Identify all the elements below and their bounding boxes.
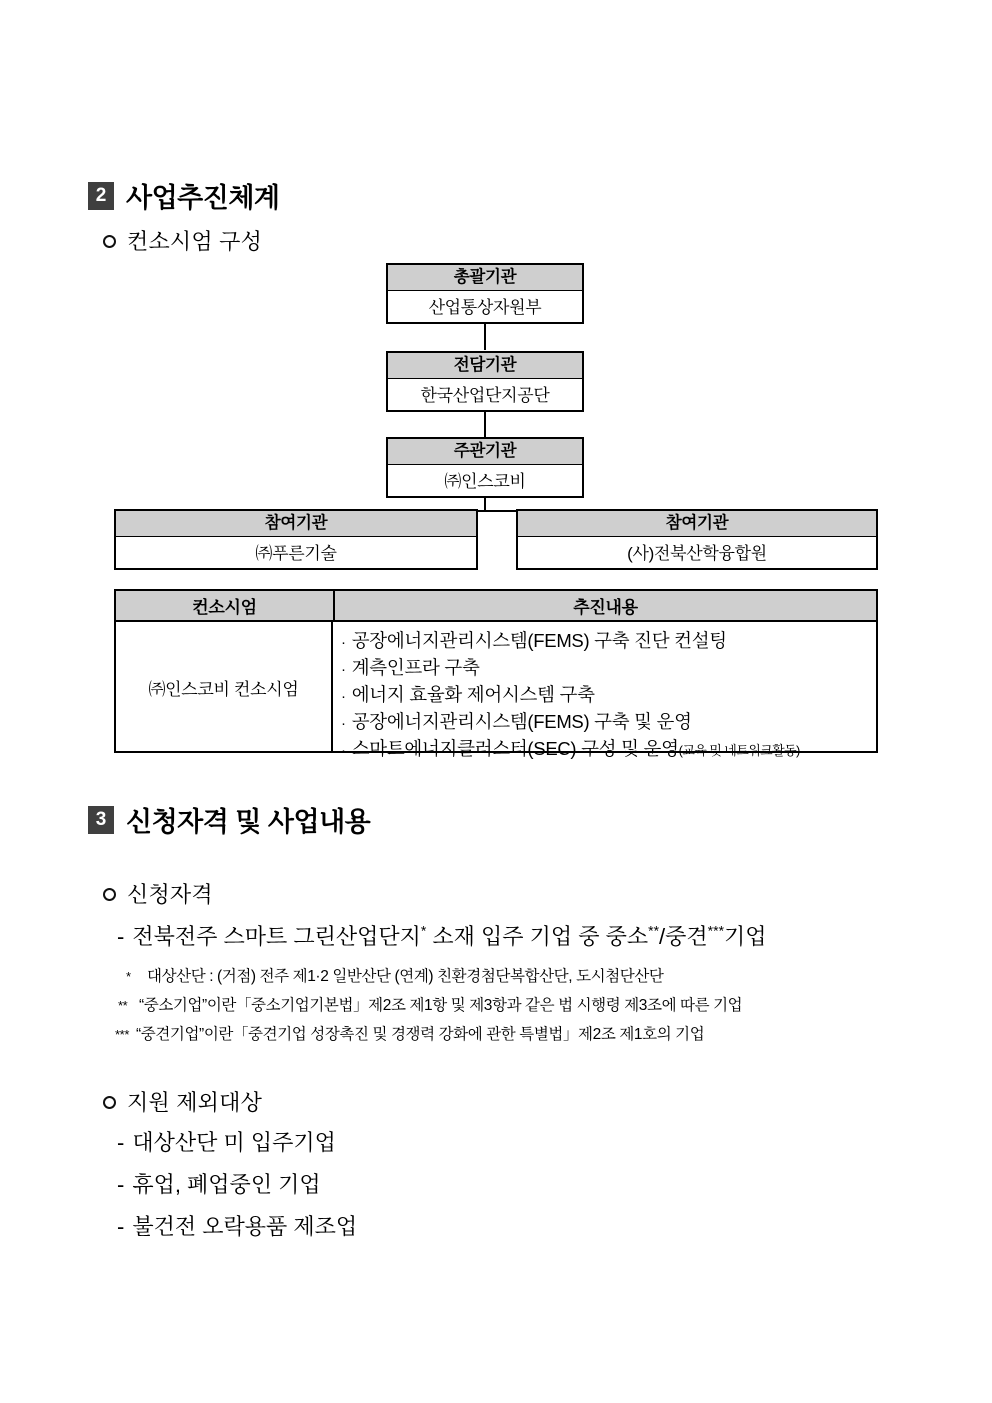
eligibility-part-3: /중견 xyxy=(659,924,708,949)
consortium-table xyxy=(114,589,878,759)
dot-bullet-icon: · xyxy=(341,661,346,678)
org-box-name: ㈜푸른기술 xyxy=(255,544,337,563)
table-cell-consortium-name: ㈜인스코비 컨소시엄 xyxy=(116,622,333,752)
dash-bullet-icon: - xyxy=(117,1172,125,1197)
footnote-1 xyxy=(126,964,664,986)
eligibility-heading-label: 신청자격 xyxy=(127,882,213,907)
org-box-name: 산업통상자원부 xyxy=(428,298,542,317)
exclusion-item-text: 휴업, 폐업중인 기업 xyxy=(132,1172,321,1197)
dot-bullet-icon: · xyxy=(341,688,346,705)
exclusions-heading-label: 지원 제외대상 xyxy=(127,1090,263,1115)
section-header-3 xyxy=(88,800,370,839)
page-title: 신청자격 및 사업내용 xyxy=(126,807,371,837)
table-cell-contents xyxy=(333,622,876,759)
org-box-role: 주관기관 xyxy=(388,439,582,465)
list-item-text: 에너지 효율화 제어시스템 구축 xyxy=(351,684,595,705)
dot-bullet-icon: · xyxy=(341,634,346,651)
footnote-text: “중소기업”이란「중소기업기본법」제2조 제1항 및 제3항과 같은 법 시행령 제3조에 따른 기업 xyxy=(139,997,743,1014)
exclusion-item-text: 대상산단 미 입주기업 xyxy=(132,1130,336,1155)
org-box-role: 전담기관 xyxy=(388,353,582,379)
org-box-participant-right xyxy=(516,509,878,570)
footnote-marker-1: * xyxy=(420,922,427,939)
eligibility-main-text xyxy=(132,920,766,951)
eligibility-main-item xyxy=(117,920,767,951)
exclusion-item-2 xyxy=(117,1168,321,1199)
connector-top-to-second xyxy=(484,324,486,350)
footnote-text: 대상산단 : (거점) 전주 제1·2 일반산단 (연계) 친환경첨단복합산단, 도시첨단산단 xyxy=(147,968,664,985)
list-item-text: 공장에너지관리시스템(FEMS) 구축 진단 컨설팅 xyxy=(351,630,727,651)
eligibility-part-2: 소재 입주 기업 중 중소 xyxy=(426,924,649,949)
org-box-managing xyxy=(386,351,584,412)
list-item xyxy=(341,628,876,655)
circle-bullet-icon xyxy=(103,235,116,248)
footnote-text: “중견기업”이란「중견기업 성장촉진 및 경쟁력 강화에 관한 특별법」제2조 제1호의 기업 xyxy=(136,1026,705,1043)
exclusion-item-1 xyxy=(117,1126,336,1157)
footnote-mark: ** xyxy=(118,998,128,1013)
list-item xyxy=(341,682,876,709)
org-box-role: 참여기관 xyxy=(518,511,876,537)
footnote-marker-3: *** xyxy=(707,922,725,939)
exclusions-heading xyxy=(103,1086,262,1117)
list-item-subnote: (교육 및 네트워크활동) xyxy=(678,743,800,758)
org-box-participant-left xyxy=(114,509,478,570)
connector-second-to-third xyxy=(484,412,486,438)
consortium-heading-label: 컨소시엄 구성 xyxy=(127,229,263,254)
table-header-row xyxy=(116,591,876,622)
dash-bullet-icon: - xyxy=(117,1130,125,1155)
list-item-text: 스마트에너지클러스터(SEC) 구성 및 운영 xyxy=(351,738,679,759)
footnote-mark: * xyxy=(126,969,131,984)
list-item xyxy=(341,709,876,736)
footnote-3 xyxy=(115,1022,704,1044)
footnote-2 xyxy=(118,993,742,1015)
list-item-text: 공장에너지관리시스템(FEMS) 구축 및 운영 xyxy=(351,711,692,732)
exclusion-item-text: 불건전 오락용품 제조업 xyxy=(132,1214,358,1239)
eligibility-part-1: 전북전주 스마트 그린산업단지 xyxy=(132,924,421,949)
section-number-badge: 2 xyxy=(88,182,114,210)
org-box-role: 총괄기관 xyxy=(388,265,582,291)
dash-bullet-icon: - xyxy=(117,1214,125,1239)
column-header-consortium: 컨소시엄 xyxy=(116,591,335,620)
dash-bullet-icon: - xyxy=(117,924,125,949)
footnote-marker-2: ** xyxy=(648,922,660,939)
section-number-badge: 3 xyxy=(88,806,114,834)
org-box-supervising xyxy=(386,263,584,324)
dot-bullet-icon: · xyxy=(341,742,346,759)
org-box-name: 한국산업단지공단 xyxy=(420,386,550,405)
column-header-contents: 추진내용 xyxy=(573,598,638,617)
circle-bullet-icon xyxy=(103,1096,116,1109)
list-item-text: 계측인프라 구축 xyxy=(351,657,480,678)
page-title: 사업추진체계 xyxy=(126,183,280,213)
consortium-heading xyxy=(103,225,262,256)
eligibility-part-4: 기업 xyxy=(724,924,767,949)
org-box-name: ㈜인스코비 xyxy=(444,472,526,491)
section-header-2 xyxy=(88,176,280,215)
eligibility-heading xyxy=(103,878,213,909)
exclusion-item-3 xyxy=(117,1210,357,1241)
footnote-mark: *** xyxy=(115,1027,129,1042)
table-row xyxy=(116,622,876,759)
org-box-role: 참여기관 xyxy=(116,511,476,537)
org-box-host xyxy=(386,437,584,498)
org-box-name: (사)전북산학융합원 xyxy=(627,544,767,563)
list-item xyxy=(341,736,876,763)
circle-bullet-icon xyxy=(103,888,116,901)
list-item xyxy=(341,655,876,682)
dot-bullet-icon: · xyxy=(341,715,346,732)
